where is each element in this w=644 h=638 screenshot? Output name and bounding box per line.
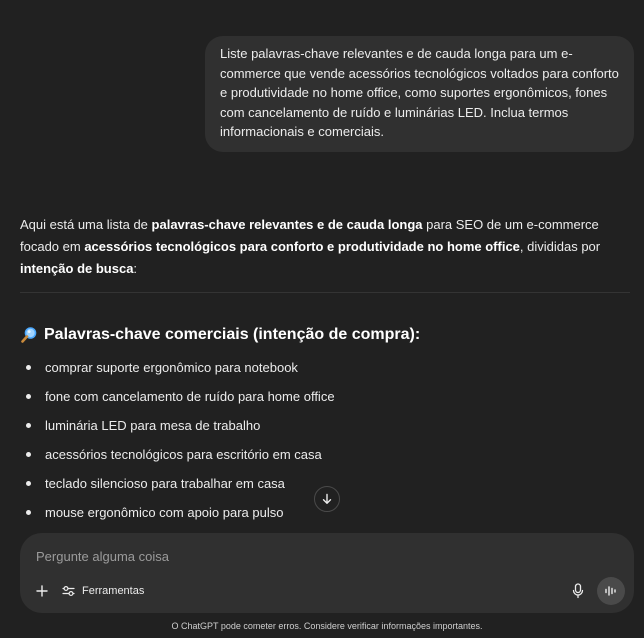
prompt-input[interactable] (36, 546, 596, 566)
scroll-to-bottom-button[interactable] (314, 486, 340, 512)
section-heading-text: Palavras-chave comerciais (intenção de compra): (44, 326, 421, 343)
dictate-button[interactable] (569, 582, 587, 600)
list-item: fone com cancelamento de ruído para home office (24, 383, 335, 412)
tools-label: Ferramentas (82, 585, 145, 597)
intro-bold-1: palavras-chave relevantes e de cauda longa (151, 217, 423, 232)
sliders-icon (62, 585, 75, 597)
disclaimer-text: O ChatGPT pode cometer erros. Considere verificar informações importantes. (171, 621, 483, 631)
magnifying-glass-icon (20, 326, 38, 344)
list-item: luminária LED para mesa de trabalho (24, 412, 335, 441)
voice-mode-button[interactable] (597, 577, 625, 605)
plus-icon (36, 585, 48, 597)
list-item: acessórios tecnológicos para escritório em casa (24, 441, 335, 470)
message-composer (20, 533, 634, 613)
list-item: teclado silencioso para trabalhar em casa (24, 470, 335, 499)
intro-text-4: : (133, 261, 138, 276)
intro-bold-3: intenção de busca (20, 261, 134, 276)
section-divider (20, 292, 630, 293)
keyword-list (24, 354, 335, 528)
intro-text-1: Aqui está uma lista de (20, 217, 152, 232)
attach-button[interactable] (32, 581, 52, 601)
arrow-down-icon (321, 493, 333, 505)
assistant-intro-paragraph (20, 214, 636, 280)
microphone-icon (572, 583, 584, 599)
intro-bold-2: acessórios tecnológicos para conforto e produtividade no home office (84, 239, 520, 254)
user-message-text: Liste palavras-chave relevantes e de cauda longa para um e-commerce que vende acessórios tecnológicos voltados para conforto e produtividade no home office, como suportes ergonômicos, fones com cancelamento de ruído e luminárias LED. Inclua termos informacionais e comerciais. (220, 46, 619, 139)
tools-button[interactable] (62, 581, 144, 601)
list-item: mouse ergonômico com apoio para pulso (24, 499, 335, 528)
voice-waveform-icon (604, 585, 618, 597)
intro-text-3: , divididas por (519, 239, 601, 254)
user-message-bubble (205, 36, 634, 152)
intro-text-2: para SEO de um e-commerce focado em (20, 217, 599, 254)
list-item: comprar suporte ergonômico para notebook (24, 354, 335, 383)
section-heading (20, 326, 420, 344)
